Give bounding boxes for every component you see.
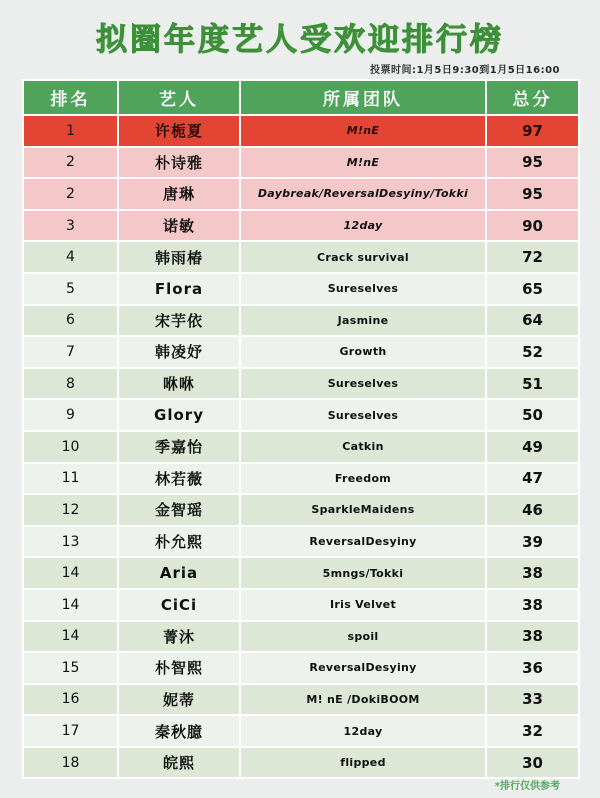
- artist-cell: 朴诗雅: [118, 147, 240, 179]
- team-cell: SparkleMaidens: [240, 494, 486, 526]
- column-header-score: 总分: [486, 80, 579, 115]
- rank-cell: 8: [23, 368, 118, 400]
- column-header-artist: 艺人: [118, 80, 240, 115]
- artist-cell: 朴允熙: [118, 526, 240, 558]
- team-cell: ReversalDesyiny: [240, 652, 486, 684]
- team-cell: M! nE /DokiBOOM: [240, 684, 486, 716]
- team-cell: Jasmine: [240, 305, 486, 337]
- team-cell: ReversalDesyiny: [240, 526, 486, 558]
- table-row: [23, 494, 579, 526]
- team-cell: 12day: [240, 210, 486, 242]
- rank-cell: 12: [23, 494, 118, 526]
- score-cell: 33: [486, 684, 579, 716]
- table-header-row: [23, 80, 579, 115]
- rank-cell: 17: [23, 715, 118, 747]
- artist-cell: 许栀夏: [118, 115, 240, 147]
- table-row: [23, 115, 579, 147]
- team-cell: flipped: [240, 747, 486, 779]
- team-cell: Sureselves: [240, 399, 486, 431]
- rank-cell: 4: [23, 241, 118, 273]
- score-cell: 38: [486, 557, 579, 589]
- score-cell: 32: [486, 715, 579, 747]
- table-row: [23, 621, 579, 653]
- artist-cell: 宋芋依: [118, 305, 240, 337]
- table-row: [23, 463, 579, 495]
- column-header-rank: 排名: [23, 80, 118, 115]
- team-cell: Freedom: [240, 463, 486, 495]
- score-cell: 97: [486, 115, 579, 147]
- page-title: 拟圈年度艺人受欢迎排行榜: [96, 22, 504, 58]
- artist-cell: 秦秋臆: [118, 715, 240, 747]
- artist-cell: 妮蒂: [118, 684, 240, 716]
- score-cell: 39: [486, 526, 579, 558]
- artist-cell: 韩雨椿: [118, 241, 240, 273]
- table-row: [23, 684, 579, 716]
- rank-cell: 5: [23, 273, 118, 305]
- table-row: [23, 557, 579, 589]
- score-cell: 72: [486, 241, 579, 273]
- score-cell: 65: [486, 273, 579, 305]
- voting-time: 投票时间:1月5日9:30到1月5日16:00: [369, 65, 560, 76]
- rank-cell: 7: [23, 336, 118, 368]
- table-row: [23, 336, 579, 368]
- rank-cell: 16: [23, 684, 118, 716]
- rank-cell: 18: [23, 747, 118, 779]
- artist-cell: CiCi: [118, 589, 240, 621]
- score-cell: 95: [486, 178, 579, 210]
- table-row: [23, 305, 579, 337]
- artist-cell: Glory: [118, 399, 240, 431]
- table-row: [23, 431, 579, 463]
- artist-cell: 唐琳: [118, 178, 240, 210]
- table-row: [23, 241, 579, 273]
- artist-cell: 咻咻: [118, 368, 240, 400]
- artist-cell: 林若薇: [118, 463, 240, 495]
- table-row: [23, 399, 579, 431]
- team-cell: Catkin: [240, 431, 486, 463]
- team-cell: spoil: [240, 621, 486, 653]
- table-row: [23, 273, 579, 305]
- rank-cell: 14: [23, 621, 118, 653]
- rank-cell: 9: [23, 399, 118, 431]
- score-cell: 36: [486, 652, 579, 684]
- score-cell: 46: [486, 494, 579, 526]
- rank-cell: 6: [23, 305, 118, 337]
- score-cell: 47: [486, 463, 579, 495]
- team-cell: Crack survival: [240, 241, 486, 273]
- artist-cell: Flora: [118, 273, 240, 305]
- team-cell: 12day: [240, 715, 486, 747]
- artist-cell: 韩凌妤: [118, 336, 240, 368]
- rank-cell: 1: [23, 115, 118, 147]
- team-cell: Growth: [240, 336, 486, 368]
- score-cell: 51: [486, 368, 579, 400]
- artist-cell: 皖熙: [118, 747, 240, 779]
- artist-cell: 菁沐: [118, 621, 240, 653]
- score-cell: 50: [486, 399, 579, 431]
- team-cell: M!nE: [240, 115, 486, 147]
- artist-cell: Aria: [118, 557, 240, 589]
- score-cell: 30: [486, 747, 579, 779]
- score-cell: 38: [486, 589, 579, 621]
- table-row: [23, 652, 579, 684]
- artist-cell: 季嘉怡: [118, 431, 240, 463]
- team-cell: Sureselves: [240, 273, 486, 305]
- rank-cell: 3: [23, 210, 118, 242]
- rank-cell: 2: [23, 178, 118, 210]
- table-row: [23, 178, 579, 210]
- team-cell: Sureselves: [240, 368, 486, 400]
- team-cell: 5mngs/Tokki: [240, 557, 486, 589]
- column-header-team: 所属团队: [240, 80, 486, 115]
- rank-cell: 2: [23, 147, 118, 179]
- rank-cell: 13: [23, 526, 118, 558]
- table-row: [23, 210, 579, 242]
- rank-cell: 14: [23, 589, 118, 621]
- rank-cell: 14: [23, 557, 118, 589]
- ranking-table: [22, 79, 580, 779]
- team-cell: Iris Velvet: [240, 589, 486, 621]
- team-cell: M!nE: [240, 147, 486, 179]
- score-cell: 38: [486, 621, 579, 653]
- rank-cell: 10: [23, 431, 118, 463]
- artist-cell: 金智瑶: [118, 494, 240, 526]
- table-row: [23, 747, 579, 779]
- disclaimer-note: *排行仅供参考: [494, 781, 560, 792]
- table-row: [23, 368, 579, 400]
- artist-cell: 朴智熙: [118, 652, 240, 684]
- rank-cell: 11: [23, 463, 118, 495]
- table-row: [23, 715, 579, 747]
- artist-cell: 诺敏: [118, 210, 240, 242]
- table-row: [23, 147, 579, 179]
- table-row: [23, 589, 579, 621]
- score-cell: 95: [486, 147, 579, 179]
- score-cell: 64: [486, 305, 579, 337]
- team-cell: Daybreak/ReversalDesyiny/Tokki: [240, 178, 486, 210]
- score-cell: 90: [486, 210, 579, 242]
- score-cell: 49: [486, 431, 579, 463]
- score-cell: 52: [486, 336, 579, 368]
- rank-cell: 15: [23, 652, 118, 684]
- table-row: [23, 526, 579, 558]
